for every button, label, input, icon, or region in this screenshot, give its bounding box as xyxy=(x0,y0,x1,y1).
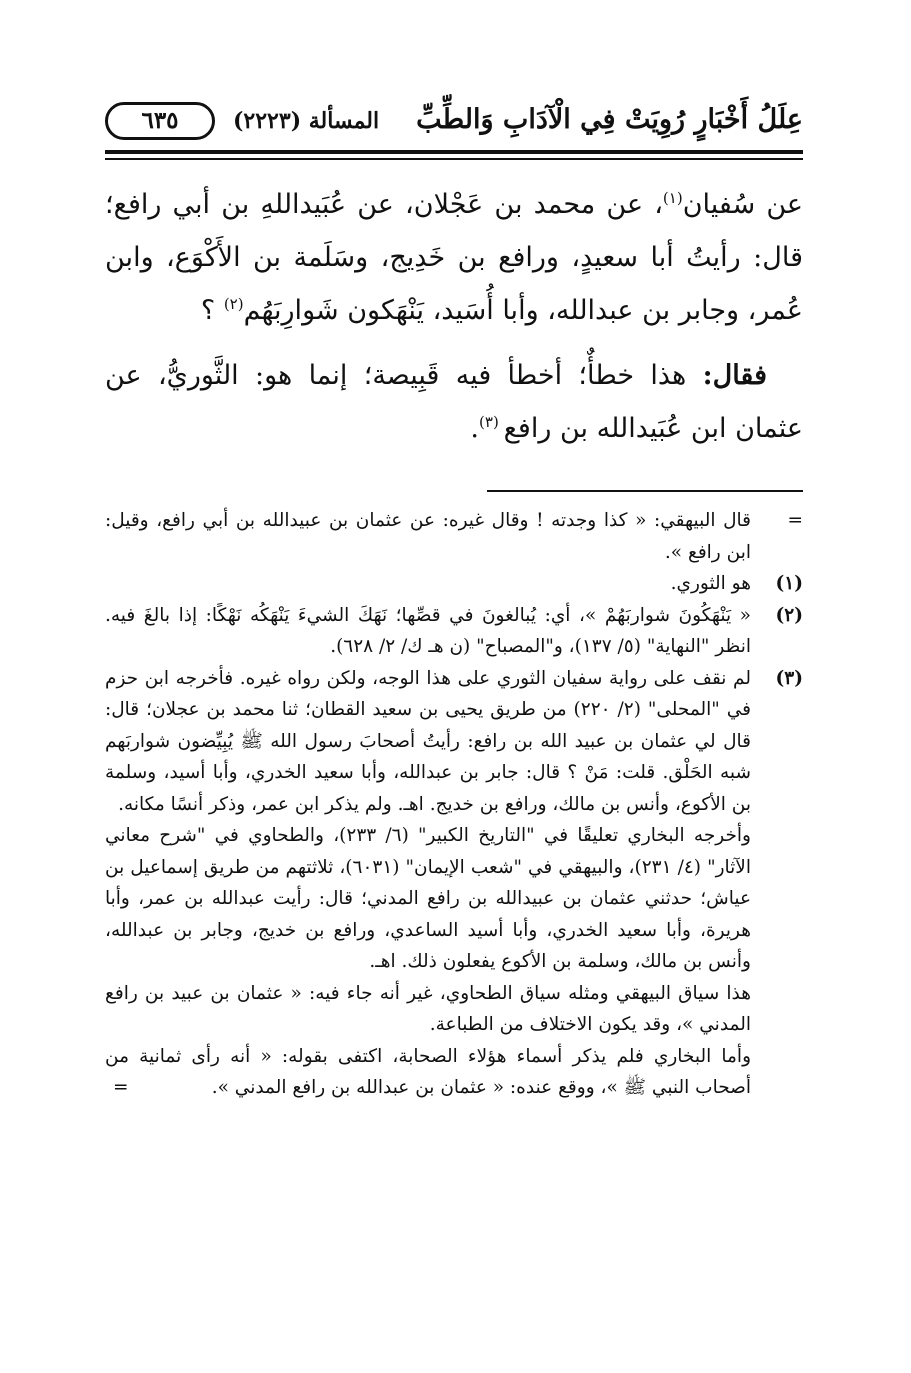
footnote-1 xyxy=(105,568,803,600)
text-segment: ؟ xyxy=(200,295,224,326)
footnote-text: قال البيهقي: « كذا وجدته ! وقال غيره: عن عثمان بن عبيدالله بن أبي رافع، وقيل: ابن رافع ». xyxy=(105,510,751,563)
running-header xyxy=(105,96,803,146)
footnote-text: « يَنْهَكُونَ شواربَهُمْ »، أي: يُبالغونَ في قصِّها؛ نَهَكَ الشيءَ يَنْهَكُه نَهْكًا: إذا بالغَ فيه. انظر "النهاية" (٥/ ١٣٧)، و"المصباح" (ن هـ ك/ ٢/ ٦٢٨). xyxy=(105,604,751,657)
footnote-separator xyxy=(487,490,803,492)
header-rule-thin xyxy=(105,158,803,160)
footnote-text: هو الثوري. xyxy=(670,573,751,594)
footnote-text xyxy=(105,1041,751,1104)
page-number: ٦٣٥ xyxy=(105,102,215,140)
issue-number: المسألة (٢٢٢٣) xyxy=(233,108,380,134)
text-segment: عن سُفيان xyxy=(682,189,803,220)
footnote-ref-2: (٢) xyxy=(223,295,244,313)
paragraph-lead: فقال: xyxy=(702,360,767,391)
continuation-mark: = xyxy=(113,1077,129,1098)
footnote-text: لم نقف على رواية سفيان الثوري على هذا الوجه، ولكن رواه غيره. فأخرجه ابن حزم في "المحلى" (٢/ ٢٢٠) من طريق يحيى بن سعيد القطان؛ ثنا محمد بن عجلان؛ قال: قال لي عثمان بن عبيد الله بن رافع: رأيتُ أصحابَ رسول الله ﷺ يُبِيِّضون شواربَهم شبه الحَلْق. قلت: مَنْ ؟ قال: جابر بن عبدالله، وأبا سعيد الخدري، وأبا أسيد، وسلمة بن الأكوع، وأنس بن مالك، ورافع بن خديج. اهـ. ولم يذكر ابن عمر، وذكر أنسًا مكانه. xyxy=(105,667,751,815)
main-paragraph-2 xyxy=(105,349,803,455)
footnote-ref-3: (٣) xyxy=(479,413,504,431)
main-paragraph-1 xyxy=(105,178,803,337)
main-text xyxy=(105,178,803,455)
header-rule-thick xyxy=(105,150,803,154)
footnote-text: وأخرجه البخاري تعليقًا في "التاريخ الكبير" (٦/ ٢٣٣)، والطحاوي في "شرح معاني الآثار" (٤/ ٢٣١)، والبيهقي في "شعب الإيمان" (٦٠٣١)، ثلاثتهم من طريق إسماعيل بن عياش؛ حدثني عثمان بن عبيدالله بن رافع المدني؛ قال: رأيت عبدالله بن عمر، وأبا هريرة، وأبا سعيد الخدري، وأبا أسيد الساعدي، ورافع بن خديج، وجابر بن عبدالله، وأنس بن مالك، وسلمة بن الأكوع يفعلون ذلك. اهـ. xyxy=(105,825,751,972)
footnote-mark: (٢) xyxy=(775,604,803,626)
footnote-3 xyxy=(105,663,803,1104)
footnotes xyxy=(105,505,803,1104)
footnote-mark: = xyxy=(787,510,803,531)
footnote-text-segment: وأما البخاري فلم يذكر أسماء هؤلاء الصحابة، اكتفى بقوله: « أنه رأى ثمانية من أصحاب النبي ﷺ »، ووقع عنده: « عثمان بن عبدالله بن رافع المدني ». xyxy=(105,1045,751,1098)
book-title: عِلَلُ أَخْبَارٍ رُوِيَتْ فِي الْآدَابِ وَالطِّبِّ xyxy=(416,104,803,135)
footnote-mark: (٣) xyxy=(775,667,803,689)
footnote-mark: (١) xyxy=(775,573,803,594)
text-segment: ، عن محمد بن عَجْلان، عن عُبَيداللهِ بن أبي رافع؛ قال: رأيتُ أبا سعيدٍ، ورافع بن خَدِيج، وسَلَمة بن الأَكْوَع، وابن عُمر، وجابر بن عبدالله، وأبا أُسَيد، يَنْهَكون شَوارِبَهُم xyxy=(105,189,803,326)
text-segment: هذا خطأٌ؛ أخطأ فيه قَبِيصة؛ إنما هو: الثَّوريُّ، عن عثمان ابن عُبَيدالله بن رافع xyxy=(105,360,803,444)
footnote-continued xyxy=(105,505,803,568)
footnote-2 xyxy=(105,600,803,663)
footnote-text: هذا سياق البيهقي ومثله سياق الطحاوي، غير أنه جاء فيه: « عثمان بن عبيد بن رافع المدني »، وقد يكون الاختلاف من الطباعة. xyxy=(105,982,751,1035)
text-segment: . xyxy=(470,413,480,444)
footnote-ref-1: (١) xyxy=(662,189,683,207)
